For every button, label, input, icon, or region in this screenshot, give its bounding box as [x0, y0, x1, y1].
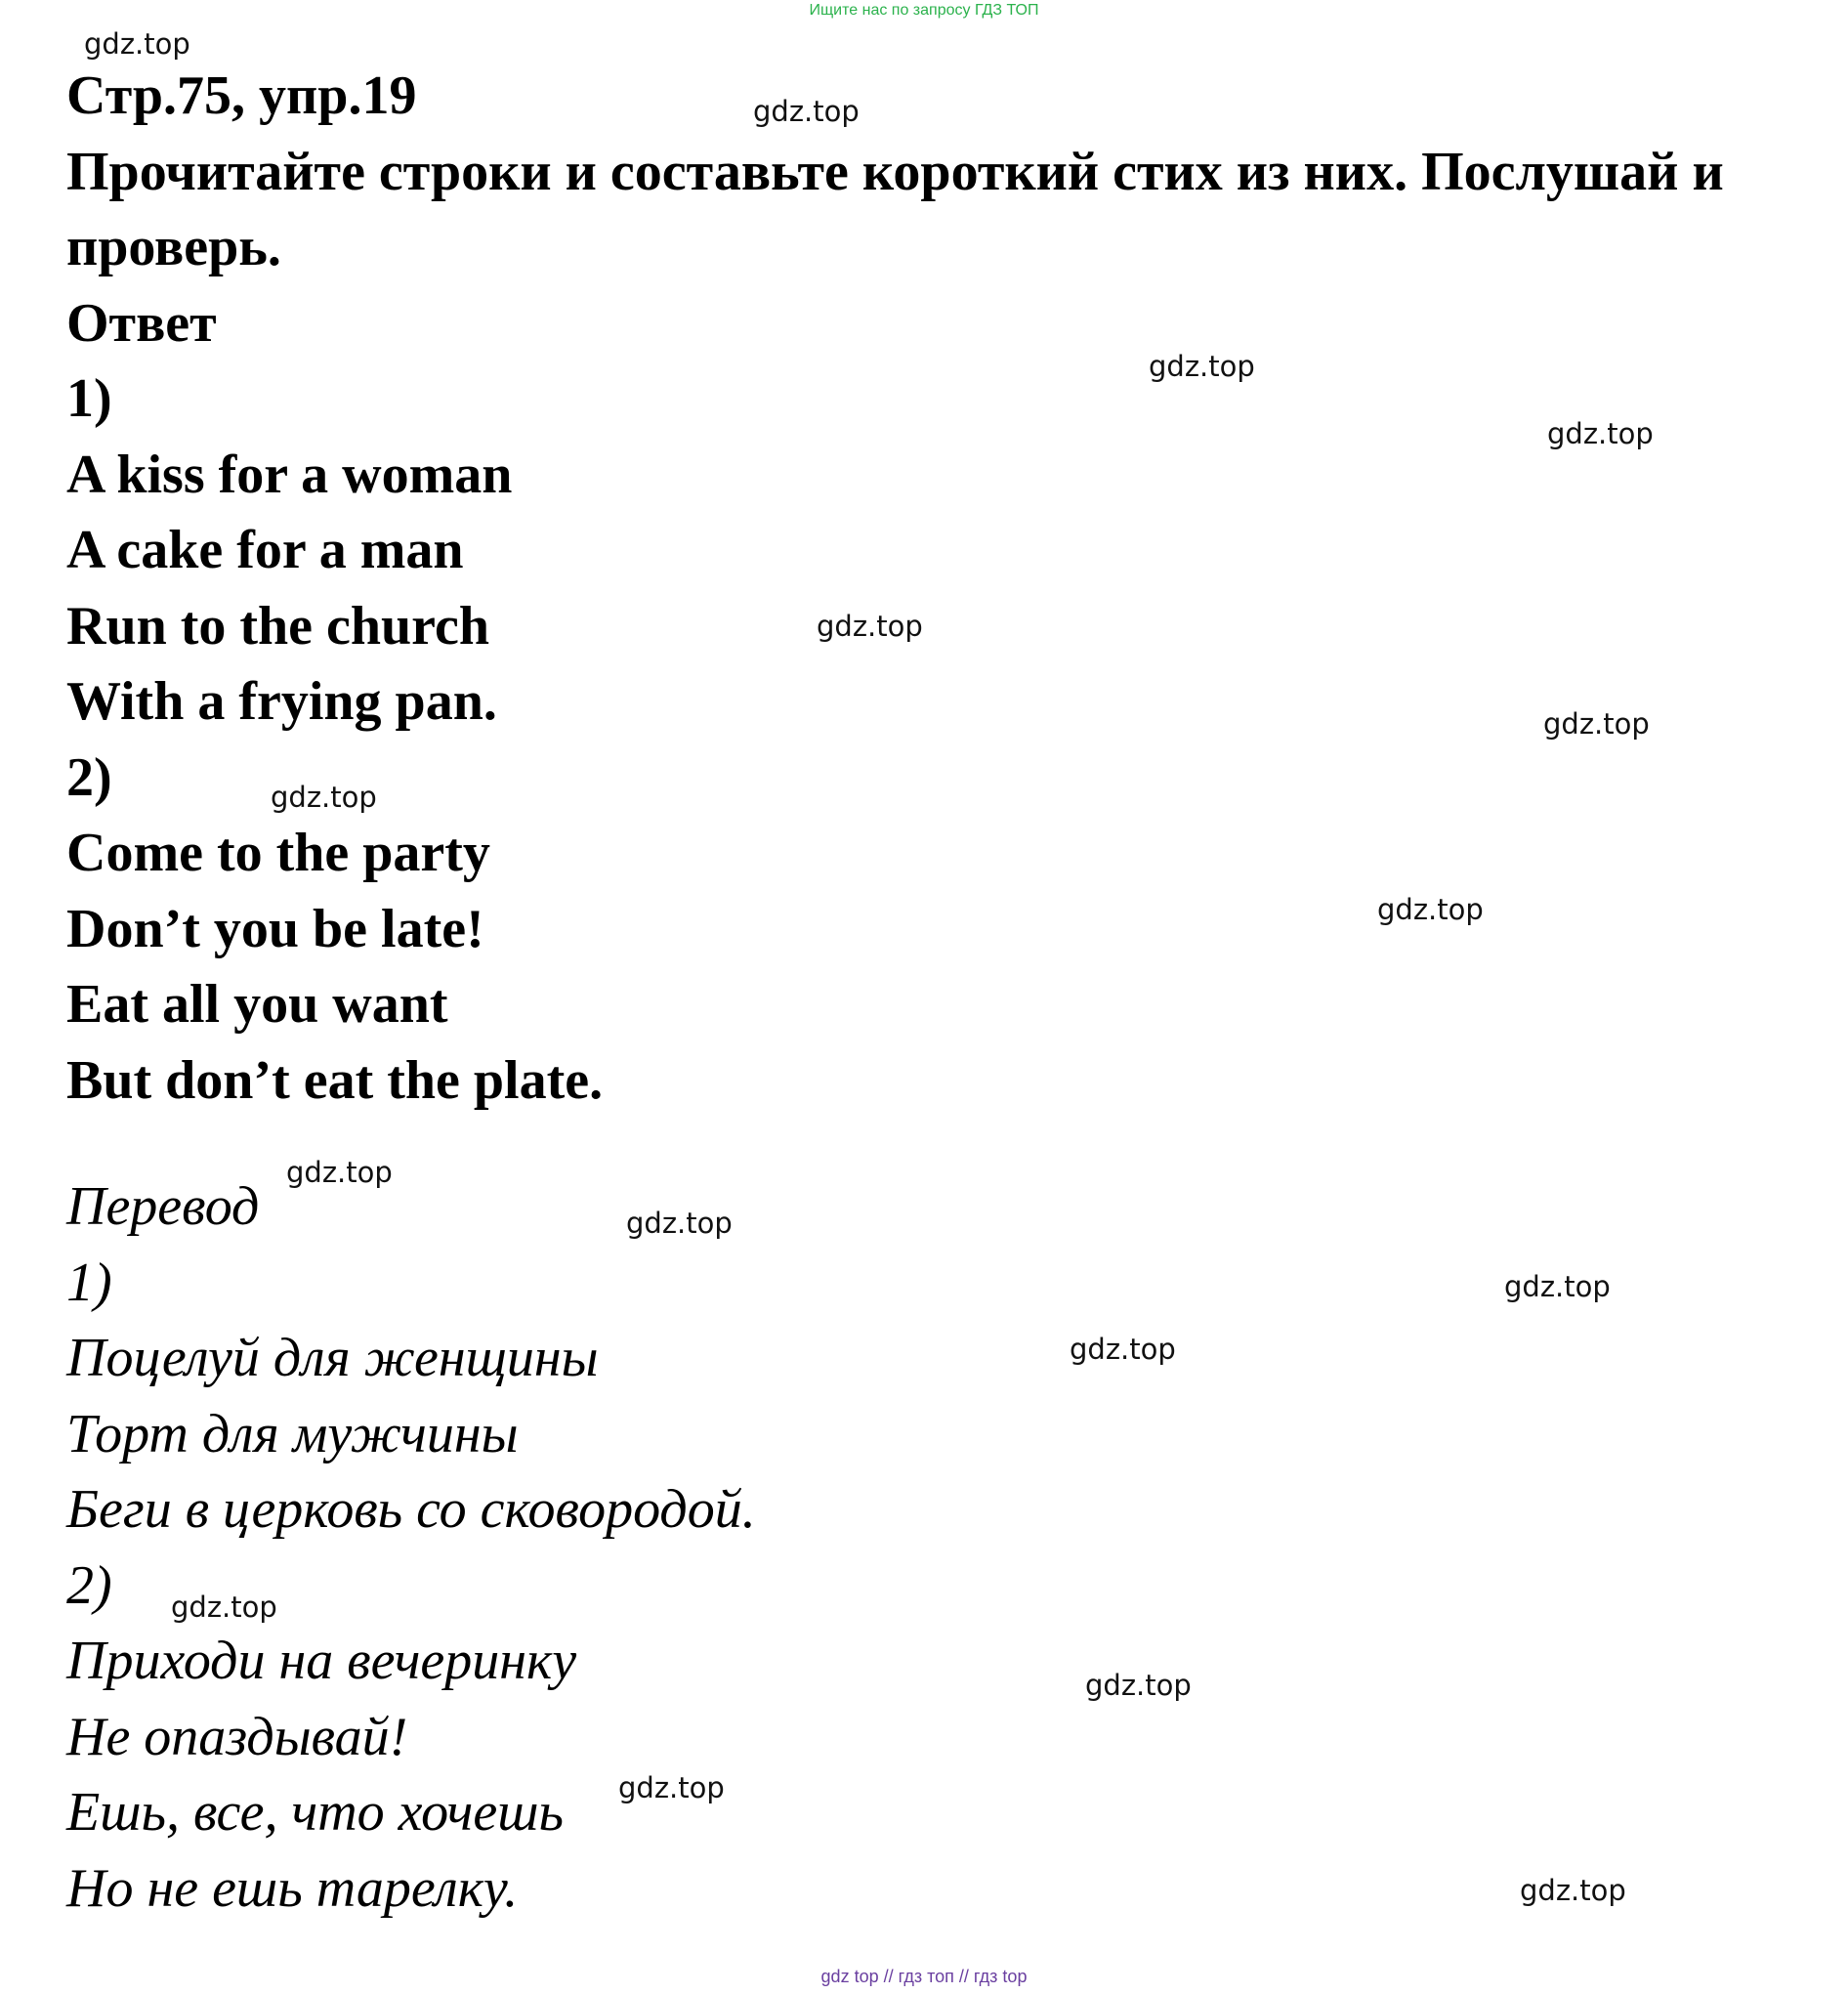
- poem1-line: A cake for a man: [66, 520, 464, 580]
- poem2-line: Don’t you be late!: [66, 898, 484, 959]
- translation2-number: 2): [66, 1554, 112, 1616]
- top-banner: Ищите нас по запросу ГДЗ ТОП: [809, 2, 1039, 19]
- poem2-line: Eat all you want: [66, 974, 448, 1035]
- answer-label: Ответ: [66, 292, 217, 354]
- watermark: gdz.top: [1377, 893, 1484, 926]
- watermark: gdz.top: [1504, 1270, 1611, 1303]
- watermark: gdz.top: [1070, 1333, 1176, 1366]
- poem2-number: 2): [66, 746, 112, 808]
- watermark: gdz.top: [618, 1771, 725, 1804]
- watermark: gdz.top: [1547, 417, 1654, 450]
- translation2-line: Ешь, все, что хочешь: [66, 1782, 565, 1843]
- poem1-line: A kiss for a woman: [66, 444, 513, 505]
- translation-label: Перевод: [66, 1176, 260, 1237]
- footer-watermark: gdz top // гдз топ // гдз top: [820, 1967, 1028, 1986]
- watermark: gdz.top: [1149, 350, 1255, 383]
- watermark: gdz.top: [753, 95, 860, 128]
- watermark: gdz.top: [1543, 707, 1650, 741]
- poem1-line: Run to the church: [66, 595, 490, 657]
- watermark: gdz.top: [817, 610, 923, 643]
- translation2-line: Но не ешь тарелку.: [66, 1857, 519, 1919]
- exercise-instruction: Прочитайте строки и составьте короткий стих из них. Послушай и проверь.: [66, 141, 1724, 277]
- translation1-line: Поцелуй для женщины: [66, 1328, 599, 1388]
- translation1-line: Торт для мужчины: [66, 1403, 519, 1464]
- poem2-line: But don’t eat the plate.: [66, 1049, 604, 1111]
- translation1-number: 1): [66, 1252, 112, 1313]
- poem1-line: With a frying pan.: [66, 671, 497, 732]
- page-reference: Стр.75, упр.19: [66, 65, 417, 126]
- translation2-line: Не опаздывай!: [66, 1706, 408, 1767]
- document-content: [66, 59, 1825, 1927]
- translation2-line: Приходи на вечеринку: [66, 1631, 577, 1691]
- translation1-line: Беги в церковь со сковородой.: [66, 1479, 756, 1540]
- watermark: gdz.top: [171, 1591, 277, 1624]
- watermark: gdz.top: [1085, 1669, 1192, 1702]
- watermark: gdz.top: [84, 27, 190, 61]
- watermark: gdz.top: [286, 1156, 393, 1189]
- spacer: [66, 1119, 1825, 1169]
- watermark: gdz.top: [626, 1207, 733, 1240]
- poem2-line: Come to the party: [66, 823, 490, 883]
- watermark: gdz.top: [1520, 1874, 1626, 1907]
- poem1-number: 1): [66, 368, 112, 429]
- watermark: gdz.top: [271, 781, 377, 814]
